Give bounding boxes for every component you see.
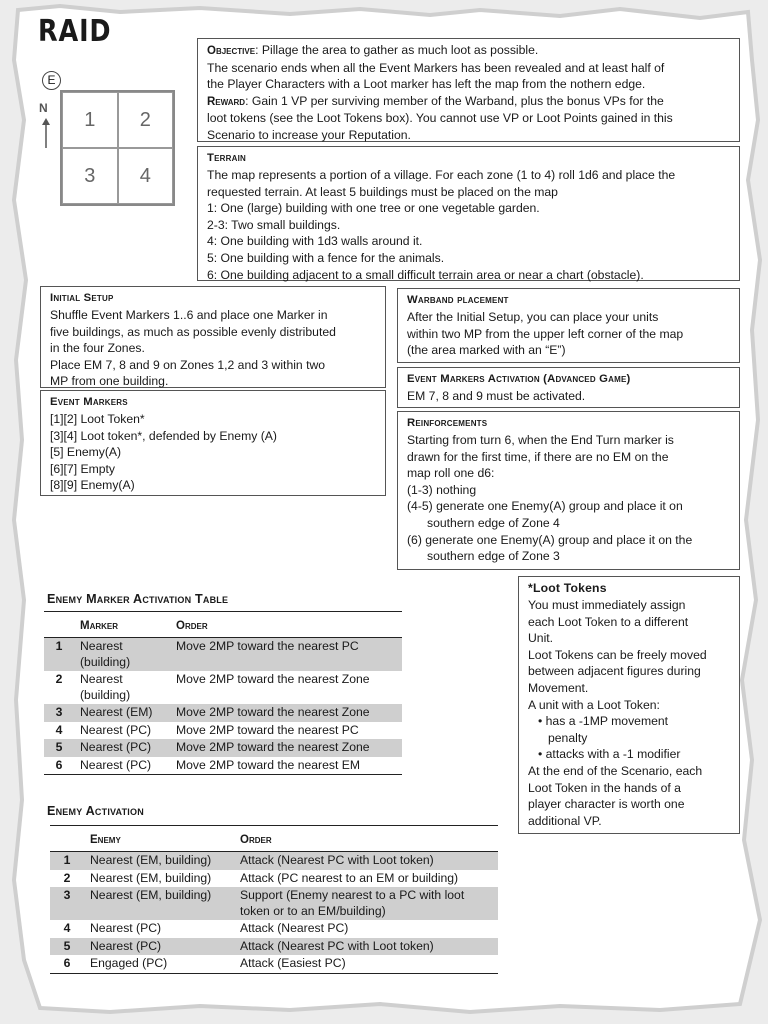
event-markers-activation-heading: Event Markers Activation (Advanced Game) [407,373,631,385]
order-cell: Move 2MP toward the nearest Zone [176,672,370,686]
row-number: 6 [50,955,84,973]
reinforcements-line: southern edge of Zone 3 [427,549,560,564]
enemy-cell: Nearest (EM, building) [84,852,234,870]
loot-tokens-line: each Loot Token to a different [528,614,689,629]
zone-cell: 3 [62,148,118,204]
loot-tokens-line: At the end of the Scenario, each [528,763,703,778]
column-header: Order [234,828,498,852]
loot-tokens-line: player character is worth one [528,797,685,812]
row-number: 3 [44,704,74,722]
loot-tokens-line: between adjacent figures during [528,664,701,679]
loot-tokens-box [518,576,740,834]
initial-setup-box [40,286,386,388]
zone-cell: 4 [118,148,174,204]
enemy-activation-table [50,828,498,974]
enemy-cell: Engaged (PC) [84,955,234,973]
terrain-line: requested terrain. At least 5 buildings must be placed on the map [207,184,558,199]
loot-tokens-line: additional VP. [528,813,602,828]
order-cell: Attack (Nearest PC) [240,921,349,935]
enemy-cell: Nearest (EM, building) [84,887,234,920]
marker-cell: Nearest (PC) [74,757,170,775]
marker-table-rule [44,611,402,612]
zone-map [60,90,175,206]
marker-activation-table [44,614,402,775]
reward-line: Scenario to increase your Reputation. [207,127,411,142]
marker-cell: Nearest (building) [80,672,131,702]
terrain-line: 4: One building with 1d3 walls around it. [207,234,423,249]
objective-line: The scenario ends when all the Event Markers has been revealed and at least half of [207,60,665,75]
warband-placement-heading: Warband placement [407,294,509,306]
warband-placement-line: (the area marked with an “E”) [407,343,566,358]
loot-tokens-line: Loot Tokens can be freely moved [528,647,707,662]
loot-tokens-line: Loot Token in the hands of a [528,780,681,795]
column-header [50,828,84,852]
page-title: RAID [38,14,112,49]
event-marker-line: [3][4] Loot token*, defended by Enemy (A) [50,428,277,443]
marker-cell: Nearest (PC) [74,739,170,757]
row-number: 1 [50,852,84,870]
table-row [50,938,498,956]
reinforcements-line: (6) generate one Enemy(A) group and place it on the [407,532,693,547]
terrain-line: 1: One (large) building with one tree or one vegetable garden. [207,201,540,216]
terrain-line: 6: One building adjacent to a small difficult terrain area or near a chart (obstacle). [207,267,644,282]
reward-heading: Reward [207,95,246,108]
initial-setup-heading: Initial Setup [50,292,114,304]
row-number: 6 [44,757,74,775]
reinforcements-line: Starting from turn 6, when the End Turn marker is [407,433,674,447]
enemy-cell: Nearest (EM, building) [90,870,212,885]
table-row [44,757,402,775]
warband-placement-line: within two MP from the upper left corner of the map [407,326,684,341]
column-header: Enemy [84,828,234,852]
column-header [44,614,74,638]
order-cell: Attack (PC nearest to an EM or building) [240,870,459,885]
terrain-box [197,146,740,281]
terrain-heading: Terrain [207,152,246,164]
row-number: 5 [44,739,74,757]
order-cell: Attack (Nearest PC with Loot token) [234,938,498,956]
column-header: Marker [74,614,170,638]
loot-tokens-line: Movement. [528,680,589,695]
reinforcements-line: (1-3) nothing [407,482,477,497]
loot-tokens-line: Unit. [528,631,554,646]
row-number: 2 [63,870,71,885]
order-cell: Move 2MP toward the nearest Zone [170,739,402,757]
reinforcements-line: map roll one d6: [407,466,495,481]
objective-text: Pillage the area to gather as much loot as possible. [261,43,539,57]
row-number: 4 [55,722,63,737]
event-markers-heading: Event Markers [50,396,128,408]
order-cell: Move 2MP toward the nearest EM [170,757,402,775]
loot-tokens-line: A unit with a Loot Token: [528,697,660,712]
zone-cell: 2 [118,92,174,148]
table-row [50,870,498,888]
table-row [50,887,498,920]
loot-tokens-line: • has a -1MP movement [538,714,669,729]
enemy-cell: Nearest (PC) [90,921,162,935]
entry-marker: E [42,71,61,90]
loot-tokens-line: penalty [548,730,588,745]
reinforcements-heading: Reinforcements [407,417,488,429]
event-marker-line: [5] Enemy(A) [50,445,122,460]
loot-tokens-heading: *Loot Tokens [528,581,607,595]
table-row [44,638,402,672]
initial-setup-line: Place EM 7, 8 and 9 on Zones 1,2 and 3 within two [50,357,326,372]
reward-line: loot tokens (see the Loot Tokens box). You cannot use VP or Loot Points gained in this [207,111,673,126]
terrain-line: 2-3: Two small buildings. [207,217,341,232]
loot-tokens-line: • attacks with a -1 modifier [538,747,681,762]
initial-setup-line: Shuffle Event Markers 1..6 and place one Marker in [50,308,328,322]
event-markers-activation-line: EM 7, 8 and 9 must be activated. [407,389,586,403]
objective-box: Objective: Pillage the area to gather as much loot as possible. The scenario ends when all the Event Markers has been revealed and at least half of the Player Characters with a Loot marker has left the map from the nothern edge. Reward: Gain 1 VP per surviving member of the Warband, plus the bonus VPs for the loot tokens (see the Loot Tokens box). You cannot use VP or Loot Points gained in this Scenario to increase your Reputation. [197,38,740,142]
event-marker-line: [1][2] Loot Token* [50,412,145,426]
objective-line: the Player Characters with a Loot marker has left the map from the nothern edge. [207,77,646,92]
order-cell: Move 2MP toward the nearest Zone [170,704,402,722]
north-arrow-icon [42,118,50,148]
order-cell: Attack (Easiest PC) [234,955,498,973]
event-marker-line: [6][7] Empty [50,461,116,476]
zone-cell: 1 [62,92,118,148]
north-label: N [39,101,48,115]
event-marker-line: [8][9] Enemy(A) [50,478,135,493]
objective-heading: Objective [207,45,256,57]
terrain-line: The map represents a portion of a village. For each zone (1 to 4) roll 1d6 and place the [207,168,676,182]
marker-table-title: Enemy Marker Activation Table [47,592,229,606]
table-row [44,704,402,722]
enemy-table-title: Enemy Activation [47,804,144,818]
row-number: 2 [55,672,63,686]
event-markers-activation-box [397,367,740,408]
order-cell: Move 2MP toward the nearest PC [176,722,359,737]
row-number: 5 [50,938,84,956]
table-row [50,920,498,938]
column-header: Order [170,614,402,638]
reinforcements-box [397,411,740,570]
warband-placement-line: After the Initial Setup, you can place your units [407,310,659,324]
reinforcements-line: drawn for the first time, if there are no EM on the [407,449,669,464]
marker-cell: Nearest (EM) [74,704,170,722]
table-row [44,722,402,740]
row-number: 4 [63,921,71,935]
initial-setup-line: in the four Zones. [50,341,145,356]
reinforcements-line: southern edge of Zone 4 [427,515,560,530]
table-row [44,739,402,757]
marker-cell: Nearest (PC) [80,722,152,737]
terrain-line: 5: One building with a fence for the animals. [207,250,445,265]
marker-cell: Nearest (building) [74,638,170,672]
order-cell: Move 2MP toward the nearest PC [170,638,402,672]
enemy-cell: Nearest (PC) [84,938,234,956]
row-number: 1 [44,638,74,672]
order-cell: Attack (Nearest PC with Loot token) [234,852,498,870]
warband-placement-box [397,288,740,363]
row-number: 3 [50,887,84,920]
table-row [50,955,498,973]
order-cell: Support (Enemy nearest to a PC with loot token or to an EM/building) [234,887,498,920]
event-markers-box [40,390,386,496]
loot-tokens-line: You must immediately assign [528,598,686,612]
initial-setup-line: MP from one building. [50,374,169,389]
reward-line: Gain 1 VP per surviving member of the Warband, plus the bonus VPs for the [251,93,664,108]
initial-setup-line: five buildings, as much as possible evenly distributed [50,324,336,339]
table-row [44,671,402,704]
enemy-table-rule [50,825,498,826]
reinforcements-line: (4-5) generate one Enemy(A) group and place it on [407,499,683,514]
table-row [50,852,498,870]
